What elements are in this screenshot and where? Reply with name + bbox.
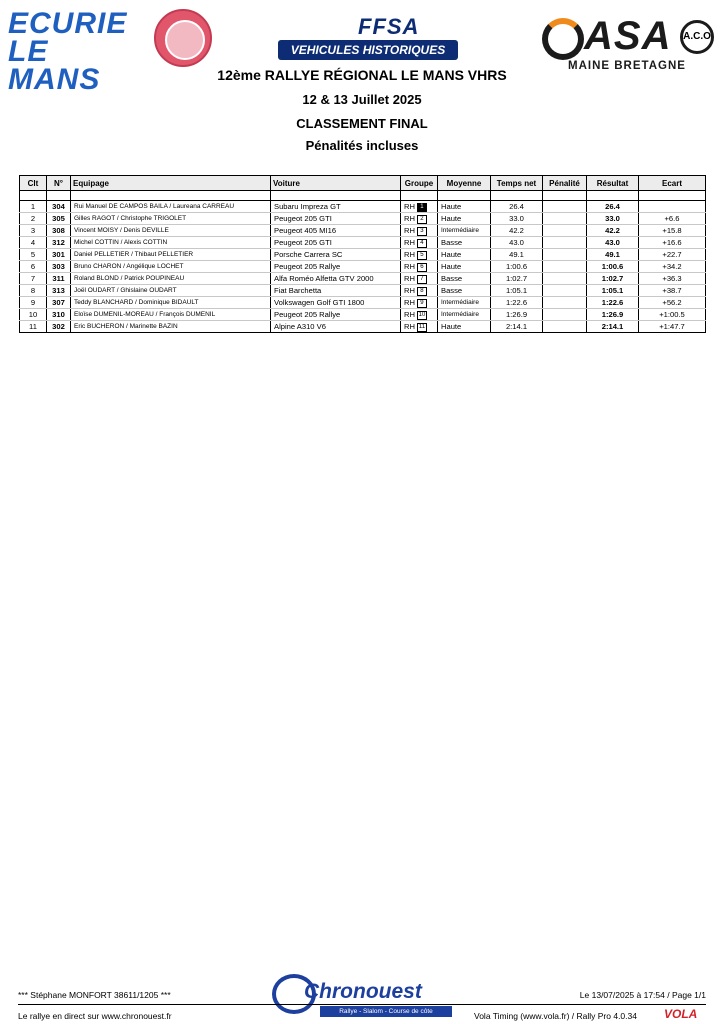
net-time-cell: 49.1: [491, 249, 543, 261]
gap-cell: +1:47.7: [639, 321, 706, 333]
col-header-crew: Equipage: [71, 176, 271, 191]
car-number-cell: 310: [47, 309, 71, 321]
average-cell: Basse: [438, 285, 491, 297]
car-cell: Peugeot 205 GTI: [271, 237, 401, 249]
group-cell: [401, 201, 438, 213]
group-label: RH: [404, 214, 415, 223]
car-number-cell: 304: [47, 201, 71, 213]
footer-signature: *** Stéphane MONFORT 38611/1205 ***: [18, 990, 171, 1000]
group-label: RH: [404, 322, 415, 331]
crew-cell: Daniel PELLETIER / Thibaut PELLETIER: [71, 249, 271, 261]
penalty-cell: [543, 297, 587, 309]
penalty-cell: [543, 237, 587, 249]
group-label: RH: [404, 226, 415, 235]
result-cell: 1:26.9: [587, 309, 639, 321]
result-cell: 26.4: [587, 201, 639, 213]
class-badge: 11: [418, 323, 426, 330]
table-row: [20, 273, 706, 285]
table-row: [20, 201, 706, 213]
penalty-cell: [543, 285, 587, 297]
group-cell: [401, 297, 438, 309]
group-cell: [401, 225, 438, 237]
result-cell: 33.0: [587, 213, 639, 225]
class-badge: 5: [417, 251, 427, 260]
event-dates: 12 & 13 Juillet 2025: [302, 92, 422, 107]
rank-cell: 5: [20, 249, 47, 261]
crew-cell: Rui Manuel DE CAMPOS BAILA / Laureana CARREAU: [71, 201, 271, 213]
table-row: [20, 297, 706, 309]
rank-cell: 1: [20, 201, 47, 213]
chronouest-logo-tagline: Rallye - Slalom - Course de côte: [320, 1006, 452, 1017]
table-header-row: [20, 176, 706, 191]
classification-title: CLASSEMENT FINAL: [296, 116, 428, 131]
car-number-cell: 307: [47, 297, 71, 309]
aco-badge-icon: A.C.O: [680, 20, 714, 54]
col-header-result: Résultat: [587, 176, 639, 191]
net-time-cell: 2:14.1: [491, 321, 543, 333]
table-row: [20, 237, 706, 249]
chronouest-logo-text: Chronouest: [304, 980, 422, 1003]
vola-logo: VOLA: [664, 1007, 698, 1021]
result-cell: 1:00.6: [587, 261, 639, 273]
net-time-cell: 33.0: [491, 213, 543, 225]
car-number-cell: 302: [47, 321, 71, 333]
class-badge: 7: [417, 275, 427, 284]
rank-cell: 7: [20, 273, 47, 285]
rank-cell: 2: [20, 213, 47, 225]
group-cell: [401, 321, 438, 333]
crew-cell: Bruno CHARON / Angélique LOCHET: [71, 261, 271, 273]
rank-cell: 9: [20, 297, 47, 309]
penalty-cell: [543, 321, 587, 333]
col-header-gap: Ecart: [639, 176, 706, 191]
net-time-cell: 1:05.1: [491, 285, 543, 297]
gap-cell: +34.2: [639, 261, 706, 273]
crew-cell: Eloïse DUMENIL-MOREAU / François DUMENIL: [71, 309, 271, 321]
net-time-cell: 26.4: [491, 201, 543, 213]
table-row: [20, 285, 706, 297]
penalty-cell: [543, 309, 587, 321]
gap-cell: +16.6: [639, 237, 706, 249]
table-spacer-row: [20, 191, 706, 201]
rank-cell: 10: [20, 309, 47, 321]
table-row: [20, 321, 706, 333]
gap-cell: [639, 201, 706, 213]
penalty-cell: [543, 261, 587, 273]
average-cell: Basse: [438, 273, 491, 285]
footer-divider: [18, 1004, 706, 1005]
result-cell: 1:05.1: [587, 285, 639, 297]
class-badge: 4: [417, 239, 427, 248]
group-label: RH: [404, 310, 415, 319]
car-number-cell: 301: [47, 249, 71, 261]
result-cell: 49.1: [587, 249, 639, 261]
car-cell: Peugeot 405 MI16: [271, 225, 401, 237]
rank-cell: 3: [20, 225, 47, 237]
car-cell: Alfa Roméo Alfetta GTV 2000: [271, 273, 401, 285]
car-cell: Alpine A310 V6: [271, 321, 401, 333]
table-row: [20, 261, 706, 273]
car-number-cell: 313: [47, 285, 71, 297]
group-label: RH: [404, 274, 415, 283]
net-time-cell: 43.0: [491, 237, 543, 249]
group-label: RH: [404, 298, 415, 307]
average-cell: Basse: [438, 237, 491, 249]
class-badge: 9: [417, 299, 427, 308]
car-number-cell: 303: [47, 261, 71, 273]
rank-cell: 4: [20, 237, 47, 249]
gap-cell: +56.2: [639, 297, 706, 309]
table-row: [20, 309, 706, 321]
result-cell: 2:14.1: [587, 321, 639, 333]
col-header-net-time: Temps net: [491, 176, 543, 191]
car-cell: Peugeot 205 GTI: [271, 213, 401, 225]
seal-emblem-icon: [165, 20, 205, 60]
col-header-penalty: Pénalité: [543, 176, 587, 191]
results-table: [19, 175, 706, 333]
average-cell: Haute: [438, 261, 491, 273]
gap-cell: +1:00.5: [639, 309, 706, 321]
gap-cell: +22.7: [639, 249, 706, 261]
penalty-cell: [543, 213, 587, 225]
group-label: RH: [404, 262, 415, 271]
group-label: RH: [404, 238, 415, 247]
class-badge: 8: [417, 287, 427, 296]
col-header-car: Voiture: [271, 176, 401, 191]
car-cell: Subaru Impreza GT: [271, 201, 401, 213]
group-cell: [401, 249, 438, 261]
result-cell: 43.0: [587, 237, 639, 249]
rank-cell: 11: [20, 321, 47, 333]
ecurie-logo-line1: ECURIE: [8, 7, 128, 40]
rank-cell: 8: [20, 285, 47, 297]
gap-cell: +38.7: [639, 285, 706, 297]
gap-cell: +15.8: [639, 225, 706, 237]
group-label: RH: [404, 250, 415, 259]
asa-maine-bretagne-logo: [540, 12, 716, 72]
average-cell: Haute: [438, 201, 491, 213]
class-badge: 10: [418, 311, 426, 318]
speedometer-icon: [542, 18, 584, 60]
class-badge: 1: [417, 203, 427, 212]
gap-cell: +6.6: [639, 213, 706, 225]
result-cell: 1:22.6: [587, 297, 639, 309]
table-row: [20, 249, 706, 261]
ffsa-logo: [278, 14, 464, 60]
crew-cell: Eric BUCHERON / Marinette BAZIN: [71, 321, 271, 333]
group-cell: [401, 261, 438, 273]
table-row: [20, 225, 706, 237]
average-cell: Intermédiaire: [438, 309, 491, 321]
rank-cell: 6: [20, 261, 47, 273]
average-cell: Intermédiaire: [438, 297, 491, 309]
city-seal-logo: [154, 9, 212, 67]
group-cell: [401, 237, 438, 249]
crew-cell: Teddy BLANCHARD / Dominique BIDAULT: [71, 297, 271, 309]
group-cell: [401, 309, 438, 321]
col-header-average: Moyenne: [438, 176, 491, 191]
average-cell: Haute: [438, 249, 491, 261]
average-cell: Haute: [438, 321, 491, 333]
gap-cell: +36.3: [639, 273, 706, 285]
average-cell: Intermédiaire: [438, 225, 491, 237]
group-cell: [401, 213, 438, 225]
class-badge: 6: [417, 263, 427, 272]
car-cell: Volkswagen Golf GTI 1800: [271, 297, 401, 309]
penalty-cell: [543, 225, 587, 237]
crew-cell: Michel COTTIN / Alexis COTTIN: [71, 237, 271, 249]
car-number-cell: 308: [47, 225, 71, 237]
event-title: 12ème RALLYE RÉGIONAL LE MANS VHRS: [217, 67, 507, 83]
net-time-cell: 42.2: [491, 225, 543, 237]
net-time-cell: 1:22.6: [491, 297, 543, 309]
car-number-cell: 311: [47, 273, 71, 285]
footer-website: Le rallye en direct sur www.chronouest.fr: [18, 1011, 172, 1021]
car-cell: Peugeot 205 Rallye: [271, 261, 401, 273]
penalty-cell: [543, 201, 587, 213]
car-cell: Peugeot 205 Rallye: [271, 309, 401, 321]
crew-cell: Vincent MOISY / Denis DEVILLE: [71, 225, 271, 237]
crew-cell: Roland BLOND / Patrick POUPINEAU: [71, 273, 271, 285]
col-header-clt: Clt: [20, 176, 47, 191]
result-cell: 1:02.7: [587, 273, 639, 285]
penalty-cell: [543, 273, 587, 285]
ffsa-logo-banner: VEHICULES HISTORIQUES: [278, 40, 458, 60]
class-badge: 3: [417, 227, 427, 236]
ecurie-le-mans-logo: [8, 7, 134, 96]
car-number-cell: 312: [47, 237, 71, 249]
net-time-cell: 1:00.6: [491, 261, 543, 273]
penalty-cell: [543, 249, 587, 261]
crew-cell: Gilles RAGOT / Christophe TRIGOLET: [71, 213, 271, 225]
footer-software: Vola Timing (www.vola.fr) / Rally Pro 4.0.34: [474, 1011, 637, 1021]
net-time-cell: 1:02.7: [491, 273, 543, 285]
group-cell: [401, 285, 438, 297]
group-label: RH: [404, 286, 415, 295]
chronouest-logo: [272, 968, 458, 1018]
group-label: RH: [404, 202, 415, 211]
asa-logo-text: ASA: [584, 14, 672, 58]
car-number-cell: 305: [47, 213, 71, 225]
car-cell: Porsche Carrera SC: [271, 249, 401, 261]
group-cell: [401, 273, 438, 285]
col-header-group: Groupe: [401, 176, 438, 191]
ffsa-logo-text: FFSA: [358, 14, 420, 39]
car-cell: Fiat Barchetta: [271, 285, 401, 297]
ecurie-logo-line2: LE MANS: [8, 35, 101, 96]
net-time-cell: 1:26.9: [491, 309, 543, 321]
average-cell: Haute: [438, 213, 491, 225]
class-badge: 2: [417, 215, 427, 224]
col-header-number: N°: [47, 176, 71, 191]
asa-logo-subtitle: MAINE BRETAGNE: [568, 60, 686, 72]
crew-cell: Joël OUDART / Ghislaine OUDART: [71, 285, 271, 297]
result-cell: 42.2: [587, 225, 639, 237]
footer-timestamp: Le 13/07/2025 à 17:54 / Page 1/1: [579, 990, 706, 1000]
penalties-note: Pénalités incluses: [305, 138, 419, 153]
table-row: [20, 213, 706, 225]
